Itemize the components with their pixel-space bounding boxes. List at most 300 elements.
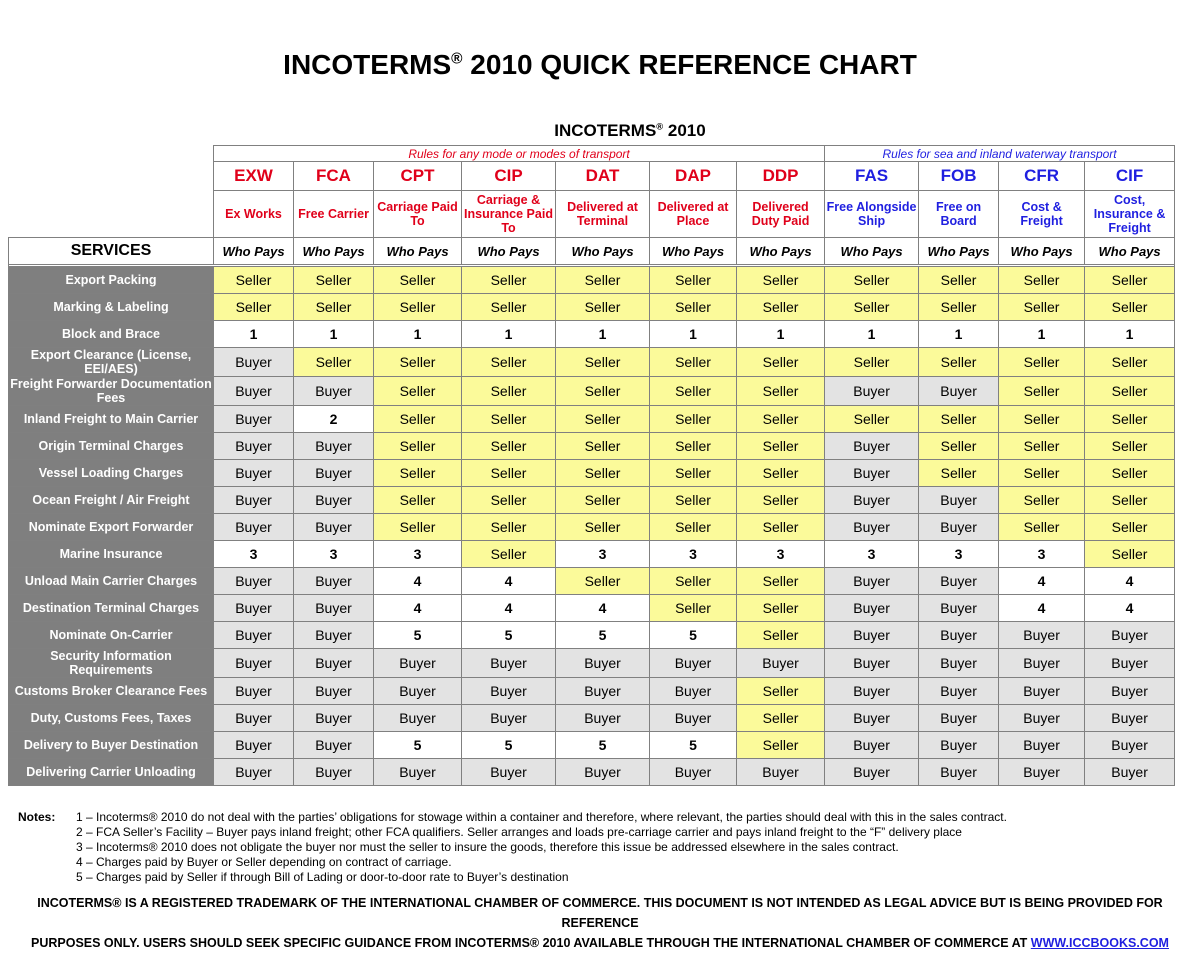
payer-cell: Buyer	[825, 568, 919, 595]
payer-cell: 5	[556, 622, 650, 649]
payer-cell: 1	[294, 321, 374, 348]
payer-cell: Seller	[825, 406, 919, 433]
payer-cell: Seller	[650, 348, 737, 377]
payer-cell: Buyer	[294, 377, 374, 406]
payer-cell: Seller	[737, 433, 825, 460]
payer-cell: Seller	[374, 460, 462, 487]
corner-cell	[9, 146, 214, 238]
payer-cell: Buyer	[214, 406, 294, 433]
payer-cell: Seller	[737, 267, 825, 294]
payer-cell: Seller	[650, 433, 737, 460]
payer-cell: Buyer	[294, 568, 374, 595]
table-row	[9, 267, 1175, 294]
payer-cell: 5	[374, 732, 462, 759]
payer-cell: Seller	[737, 348, 825, 377]
mode-sea-label: Rules for sea and inland waterway transport	[825, 146, 1175, 162]
payer-cell: Seller	[556, 348, 650, 377]
payer-cell: Seller	[374, 487, 462, 514]
page-title	[0, 45, 1200, 85]
payer-cell: Seller	[999, 294, 1085, 321]
payer-cell: Buyer	[825, 649, 919, 678]
payer-cell: Seller	[825, 294, 919, 321]
table-heading-text: INCOTERMS	[554, 121, 657, 140]
payer-cell: 4	[999, 595, 1085, 622]
payer-cell: Buyer	[825, 377, 919, 406]
note-item: 2 – FCA Seller’s Facility – Buyer pays inland freight; other FCA qualifiers. Seller arranges and loads pre-carriage carrier and pays inland freight to the “F” delivery place	[76, 825, 962, 839]
payer-cell: Buyer	[919, 595, 999, 622]
service-label: Marine Insurance	[9, 541, 214, 568]
payer-cell: Buyer	[214, 568, 294, 595]
payer-cell: Buyer	[214, 732, 294, 759]
payer-cell: Seller	[294, 267, 374, 294]
who-pays-header: Who Pays	[374, 238, 462, 265]
who-pays-header: Who Pays	[1085, 238, 1175, 265]
payer-cell: 4	[556, 595, 650, 622]
payer-cell: Seller	[919, 294, 999, 321]
payer-cell: Seller	[294, 294, 374, 321]
services-header: SERVICES	[9, 238, 214, 265]
service-label: Marking & Labeling	[9, 294, 214, 321]
payer-cell: Seller	[462, 460, 556, 487]
table-row	[9, 541, 1175, 568]
payer-cell: 1	[650, 321, 737, 348]
note-item: 5 – Charges paid by Seller if through Bill of Lading or door-to-door rate to Buyer’s destination	[76, 870, 569, 884]
payer-cell: Buyer	[919, 377, 999, 406]
payer-cell: Seller	[919, 267, 999, 294]
payer-cell: Buyer	[294, 649, 374, 678]
table-row	[9, 649, 1175, 678]
payer-cell: Buyer	[1085, 649, 1175, 678]
payer-cell: Seller	[919, 460, 999, 487]
term-name-cif: Cost, Insurance & Freight	[1085, 191, 1175, 238]
payer-cell: 3	[374, 541, 462, 568]
payer-cell: Buyer	[999, 759, 1085, 786]
table-row	[9, 348, 1175, 377]
term-code-fca: FCA	[294, 162, 374, 191]
payer-cell: 4	[462, 595, 556, 622]
who-pays-header: Who Pays	[919, 238, 999, 265]
payer-cell: 4	[1085, 595, 1175, 622]
payer-cell: Buyer	[374, 678, 462, 705]
term-code-dat: DAT	[556, 162, 650, 191]
payer-cell: Seller	[556, 460, 650, 487]
payer-cell: Buyer	[294, 487, 374, 514]
payer-cell: Seller	[650, 568, 737, 595]
registered-mark: ®	[656, 121, 664, 132]
payer-cell: Buyer	[919, 649, 999, 678]
payer-cell: Seller	[919, 433, 999, 460]
payer-cell: Seller	[737, 487, 825, 514]
payer-cell: Seller	[462, 433, 556, 460]
service-label: Unload Main Carrier Charges	[9, 568, 214, 595]
payer-cell: Seller	[999, 487, 1085, 514]
payer-cell: 5	[462, 732, 556, 759]
payer-cell: Seller	[999, 460, 1085, 487]
payer-cell: Buyer	[650, 759, 737, 786]
service-label: Destination Terminal Charges	[9, 595, 214, 622]
payer-cell: Buyer	[1085, 622, 1175, 649]
payer-cell: Seller	[556, 487, 650, 514]
payer-cell: Seller	[556, 377, 650, 406]
payer-cell: Buyer	[737, 759, 825, 786]
payer-cell: 3	[919, 541, 999, 568]
term-name-ddp: Delivered Duty Paid	[737, 191, 825, 238]
payer-cell: Buyer	[1085, 678, 1175, 705]
payer-cell: Seller	[556, 294, 650, 321]
payer-cell: Seller	[374, 348, 462, 377]
payer-cell: Seller	[1085, 377, 1175, 406]
payer-cell: Buyer	[294, 595, 374, 622]
payer-cell: Seller	[556, 406, 650, 433]
service-label: Export Packing	[9, 267, 214, 294]
payer-cell: Seller	[214, 267, 294, 294]
payer-cell: Buyer	[294, 759, 374, 786]
payer-cell: Seller	[737, 595, 825, 622]
table-row	[9, 732, 1175, 759]
payer-cell: Seller	[556, 568, 650, 595]
payer-cell: Buyer	[294, 678, 374, 705]
payer-cell: Buyer	[825, 487, 919, 514]
who-pays-header: Who Pays	[556, 238, 650, 265]
service-label: Delivery to Buyer Destination	[9, 732, 214, 759]
iccbooks-link[interactable]: WWW.ICCBOOKS.COM	[1030, 936, 1169, 950]
term-name-fas: Free Alongside Ship	[825, 191, 919, 238]
payer-cell: Buyer	[919, 622, 999, 649]
payer-cell: Seller	[999, 267, 1085, 294]
payer-cell: Buyer	[214, 649, 294, 678]
payer-cell: Seller	[650, 294, 737, 321]
payer-cell: 3	[650, 541, 737, 568]
payer-cell: Buyer	[374, 649, 462, 678]
payer-cell: Buyer	[294, 705, 374, 732]
mode-row	[9, 146, 1175, 162]
term-code-cfr: CFR	[999, 162, 1085, 191]
who-pays-header: Who Pays	[462, 238, 556, 265]
payer-cell: Buyer	[556, 705, 650, 732]
term-code-exw: EXW	[214, 162, 294, 191]
service-label: Export Clearance (License, EEI/AES)	[9, 348, 214, 377]
service-label: Block and Brace	[9, 321, 214, 348]
who-pays-row	[9, 238, 1175, 265]
payer-cell: Buyer	[374, 759, 462, 786]
who-pays-header: Who Pays	[737, 238, 825, 265]
service-label: Origin Terminal Charges	[9, 433, 214, 460]
payer-cell: 1	[737, 321, 825, 348]
payer-cell: 1	[825, 321, 919, 348]
payer-cell: Seller	[999, 377, 1085, 406]
payer-cell: 4	[1085, 568, 1175, 595]
payer-cell: Seller	[737, 460, 825, 487]
payer-cell: Buyer	[999, 622, 1085, 649]
table-row	[9, 759, 1175, 786]
service-label: Inland Freight to Main Carrier	[9, 406, 214, 433]
note-item: 3 – Incoterms® 2010 does not obligate the buyer nor must the seller to insure the goods, therefore this issue be addressed elsewhere in the sales contract.	[76, 840, 899, 854]
payer-cell: 2	[294, 406, 374, 433]
payer-cell: Buyer	[919, 678, 999, 705]
payer-cell: Seller	[737, 377, 825, 406]
payer-cell: Seller	[825, 348, 919, 377]
incoterms-table	[8, 145, 1175, 786]
payer-cell: Seller	[1085, 541, 1175, 568]
payer-cell: Buyer	[214, 759, 294, 786]
term-name-fob: Free on Board	[919, 191, 999, 238]
payer-cell: Seller	[999, 433, 1085, 460]
table-row	[9, 377, 1175, 406]
payer-cell: Buyer	[294, 460, 374, 487]
payer-cell: Buyer	[919, 514, 999, 541]
payer-cell: Buyer	[919, 759, 999, 786]
payer-cell: 3	[737, 541, 825, 568]
payer-cell: Seller	[462, 487, 556, 514]
term-code-cip: CIP	[462, 162, 556, 191]
payer-cell: Buyer	[214, 622, 294, 649]
payer-cell: Seller	[650, 267, 737, 294]
payer-cell: Seller	[294, 348, 374, 377]
payer-cell: 5	[650, 622, 737, 649]
payer-cell: Seller	[737, 514, 825, 541]
payer-cell: 1	[374, 321, 462, 348]
service-label: Security Information Requirements	[9, 649, 214, 678]
payer-cell: Buyer	[825, 622, 919, 649]
payer-cell: Seller	[737, 406, 825, 433]
payer-cell: 3	[556, 541, 650, 568]
payer-cell: Buyer	[294, 622, 374, 649]
payer-cell: Seller	[737, 622, 825, 649]
payer-cell: Seller	[650, 514, 737, 541]
payer-cell: Buyer	[825, 705, 919, 732]
payer-cell: 4	[462, 568, 556, 595]
payer-cell: Seller	[1085, 267, 1175, 294]
payer-cell: Seller	[919, 348, 999, 377]
term-name-cpt: Carriage Paid To	[374, 191, 462, 238]
payer-cell: Seller	[214, 294, 294, 321]
note-item: 4 – Charges paid by Buyer or Seller depending on contract of carriage.	[76, 855, 452, 869]
term-name-cip: Carriage & Insurance Paid To	[462, 191, 556, 238]
notes-label: Notes:	[18, 810, 56, 824]
payer-cell: Seller	[1085, 460, 1175, 487]
who-pays-header: Who Pays	[650, 238, 737, 265]
table-row	[9, 487, 1175, 514]
table-row	[9, 678, 1175, 705]
payer-cell: Seller	[737, 732, 825, 759]
payer-cell: Buyer	[294, 514, 374, 541]
payer-cell: 3	[999, 541, 1085, 568]
payer-cell: Buyer	[825, 460, 919, 487]
payer-cell: Seller	[919, 406, 999, 433]
who-pays-header: Who Pays	[999, 238, 1085, 265]
payer-cell: Buyer	[999, 705, 1085, 732]
payer-cell: Buyer	[214, 514, 294, 541]
payer-cell: Seller	[650, 595, 737, 622]
payer-cell: 1	[462, 321, 556, 348]
payer-cell: Seller	[999, 514, 1085, 541]
table-heading-text-rest: 2010	[663, 121, 706, 140]
payer-cell: 5	[650, 732, 737, 759]
mode-any-label: Rules for any mode or modes of transport	[214, 146, 825, 162]
service-label: Nominate On-Carrier	[9, 622, 214, 649]
payer-cell: 1	[214, 321, 294, 348]
payer-cell: 1	[556, 321, 650, 348]
payer-cell: Buyer	[919, 568, 999, 595]
table-row	[9, 622, 1175, 649]
payer-cell: 4	[374, 595, 462, 622]
payer-cell: Buyer	[1085, 732, 1175, 759]
service-label: Nominate Export Forwarder	[9, 514, 214, 541]
payer-cell: Seller	[1085, 294, 1175, 321]
payer-cell: 5	[462, 622, 556, 649]
payer-cell: Buyer	[462, 705, 556, 732]
disclaimer-line-2-text: PURPOSES ONLY. USERS SHOULD SEEK SPECIFIC GUIDANCE FROM INCOTERMS® 2010 AVAILABLE THROUGH THE INTERNATIONAL CHAMBER OF COMMERCE AT	[31, 936, 1031, 950]
payer-cell: Seller	[650, 487, 737, 514]
payer-cell: Seller	[1085, 433, 1175, 460]
payer-cell: 5	[556, 732, 650, 759]
table-row	[9, 433, 1175, 460]
payer-cell: Buyer	[825, 759, 919, 786]
payer-cell: Seller	[1085, 348, 1175, 377]
payer-cell: Buyer	[374, 705, 462, 732]
payer-cell: Seller	[462, 514, 556, 541]
payer-cell: Seller	[374, 267, 462, 294]
table-row	[9, 568, 1175, 595]
payer-cell: 4	[999, 568, 1085, 595]
payer-cell: Seller	[556, 514, 650, 541]
payer-cell: Buyer	[825, 433, 919, 460]
payer-cell: Seller	[650, 460, 737, 487]
service-label: Ocean Freight / Air Freight	[9, 487, 214, 514]
payer-cell: 3	[825, 541, 919, 568]
table-row	[9, 514, 1175, 541]
payer-cell: Seller	[999, 348, 1085, 377]
service-label: Duty, Customs Fees, Taxes	[9, 705, 214, 732]
term-code-cpt: CPT	[374, 162, 462, 191]
service-label: Customs Broker Clearance Fees	[9, 678, 214, 705]
payer-cell: Seller	[374, 514, 462, 541]
payer-cell: Seller	[737, 705, 825, 732]
payer-cell: Buyer	[214, 433, 294, 460]
payer-cell: 4	[374, 568, 462, 595]
payer-cell: Buyer	[214, 678, 294, 705]
payer-cell: Buyer	[214, 487, 294, 514]
payer-cell: Seller	[462, 377, 556, 406]
payer-cell: Seller	[825, 267, 919, 294]
payer-cell: Seller	[374, 377, 462, 406]
payer-cell: Buyer	[214, 377, 294, 406]
payer-cell: Seller	[556, 433, 650, 460]
payer-cell: Buyer	[650, 705, 737, 732]
payer-cell: Seller	[462, 348, 556, 377]
term-code-dap: DAP	[650, 162, 737, 191]
payer-cell: Buyer	[462, 678, 556, 705]
payer-cell: Seller	[462, 406, 556, 433]
payer-cell: Buyer	[650, 649, 737, 678]
payer-cell: Buyer	[737, 649, 825, 678]
payer-cell: Seller	[1085, 514, 1175, 541]
disclaimer-line-2	[0, 933, 1200, 953]
payer-cell: Seller	[462, 267, 556, 294]
table-row	[9, 460, 1175, 487]
who-pays-header: Who Pays	[825, 238, 919, 265]
payer-cell: Buyer	[825, 595, 919, 622]
payer-cell: Buyer	[214, 705, 294, 732]
table-row	[9, 294, 1175, 321]
payer-cell: Buyer	[214, 348, 294, 377]
payer-cell: Seller	[374, 406, 462, 433]
payer-cell: Seller	[462, 541, 556, 568]
payer-cell: Seller	[1085, 406, 1175, 433]
payer-cell: Seller	[374, 433, 462, 460]
term-name-cfr: Cost & Freight	[999, 191, 1085, 238]
title-text-rest: 2010 QUICK REFERENCE CHART	[462, 49, 917, 80]
payer-cell: Buyer	[919, 487, 999, 514]
term-name-fca: Free Carrier	[294, 191, 374, 238]
payer-cell: Seller	[737, 294, 825, 321]
payer-cell: Seller	[999, 406, 1085, 433]
payer-cell: 3	[214, 541, 294, 568]
payer-cell: Buyer	[919, 732, 999, 759]
service-label: Vessel Loading Charges	[9, 460, 214, 487]
payer-cell: Buyer	[462, 759, 556, 786]
term-code-ddp: DDP	[737, 162, 825, 191]
table-row	[9, 321, 1175, 348]
payer-cell: Buyer	[650, 678, 737, 705]
who-pays-header: Who Pays	[294, 238, 374, 265]
payer-cell: Buyer	[294, 732, 374, 759]
title-text: INCOTERMS	[283, 49, 452, 80]
payer-cell: 5	[374, 622, 462, 649]
payer-cell: Buyer	[214, 595, 294, 622]
payer-cell: Buyer	[825, 678, 919, 705]
table-row	[9, 705, 1175, 732]
term-code-fas: FAS	[825, 162, 919, 191]
payer-cell: 1	[919, 321, 999, 348]
payer-cell: Buyer	[556, 678, 650, 705]
payer-cell: Buyer	[825, 732, 919, 759]
payer-cell: Buyer	[462, 649, 556, 678]
payer-cell: Seller	[374, 294, 462, 321]
payer-cell: Seller	[737, 678, 825, 705]
payer-cell: Seller	[462, 294, 556, 321]
note-item: 1 – Incoterms® 2010 do not deal with the parties’ obligations for stowage within a container and therefore, where relevant, the parties should deal with this in the sales contract.	[76, 810, 1007, 824]
table-row	[9, 406, 1175, 433]
payer-cell: Buyer	[1085, 759, 1175, 786]
payer-cell: 1	[999, 321, 1085, 348]
payer-cell: Buyer	[1085, 705, 1175, 732]
payer-cell: Seller	[1085, 487, 1175, 514]
term-code-cif: CIF	[1085, 162, 1175, 191]
term-name-dap: Delivered at Place	[650, 191, 737, 238]
payer-cell: 3	[294, 541, 374, 568]
payer-cell: Seller	[650, 377, 737, 406]
table-row	[9, 595, 1175, 622]
payer-cell: Buyer	[999, 732, 1085, 759]
term-name-exw: Ex Works	[214, 191, 294, 238]
service-label: Delivering Carrier Unloading	[9, 759, 214, 786]
payer-cell: Buyer	[214, 460, 294, 487]
payer-cell: Buyer	[999, 649, 1085, 678]
service-label: Freight Forwarder Documentation Fees	[10, 377, 212, 405]
payer-cell: Seller	[650, 406, 737, 433]
payer-cell: Buyer	[999, 678, 1085, 705]
payer-cell: Buyer	[919, 705, 999, 732]
payer-cell: Buyer	[556, 649, 650, 678]
payer-cell: Seller	[737, 568, 825, 595]
term-code-fob: FOB	[919, 162, 999, 191]
disclaimer-line-1: INCOTERMS® IS A REGISTERED TRADEMARK OF THE INTERNATIONAL CHAMBER OF COMMERCE. THIS DOCUMENT IS NOT INTENDED AS LEGAL ADVICE BUT IS BEING PROVIDED FOR REFERENCE	[37, 896, 1163, 930]
payer-cell: Buyer	[294, 433, 374, 460]
registered-mark: ®	[451, 50, 463, 68]
payer-cell: Seller	[556, 267, 650, 294]
disclaimer-footer	[0, 893, 1200, 953]
